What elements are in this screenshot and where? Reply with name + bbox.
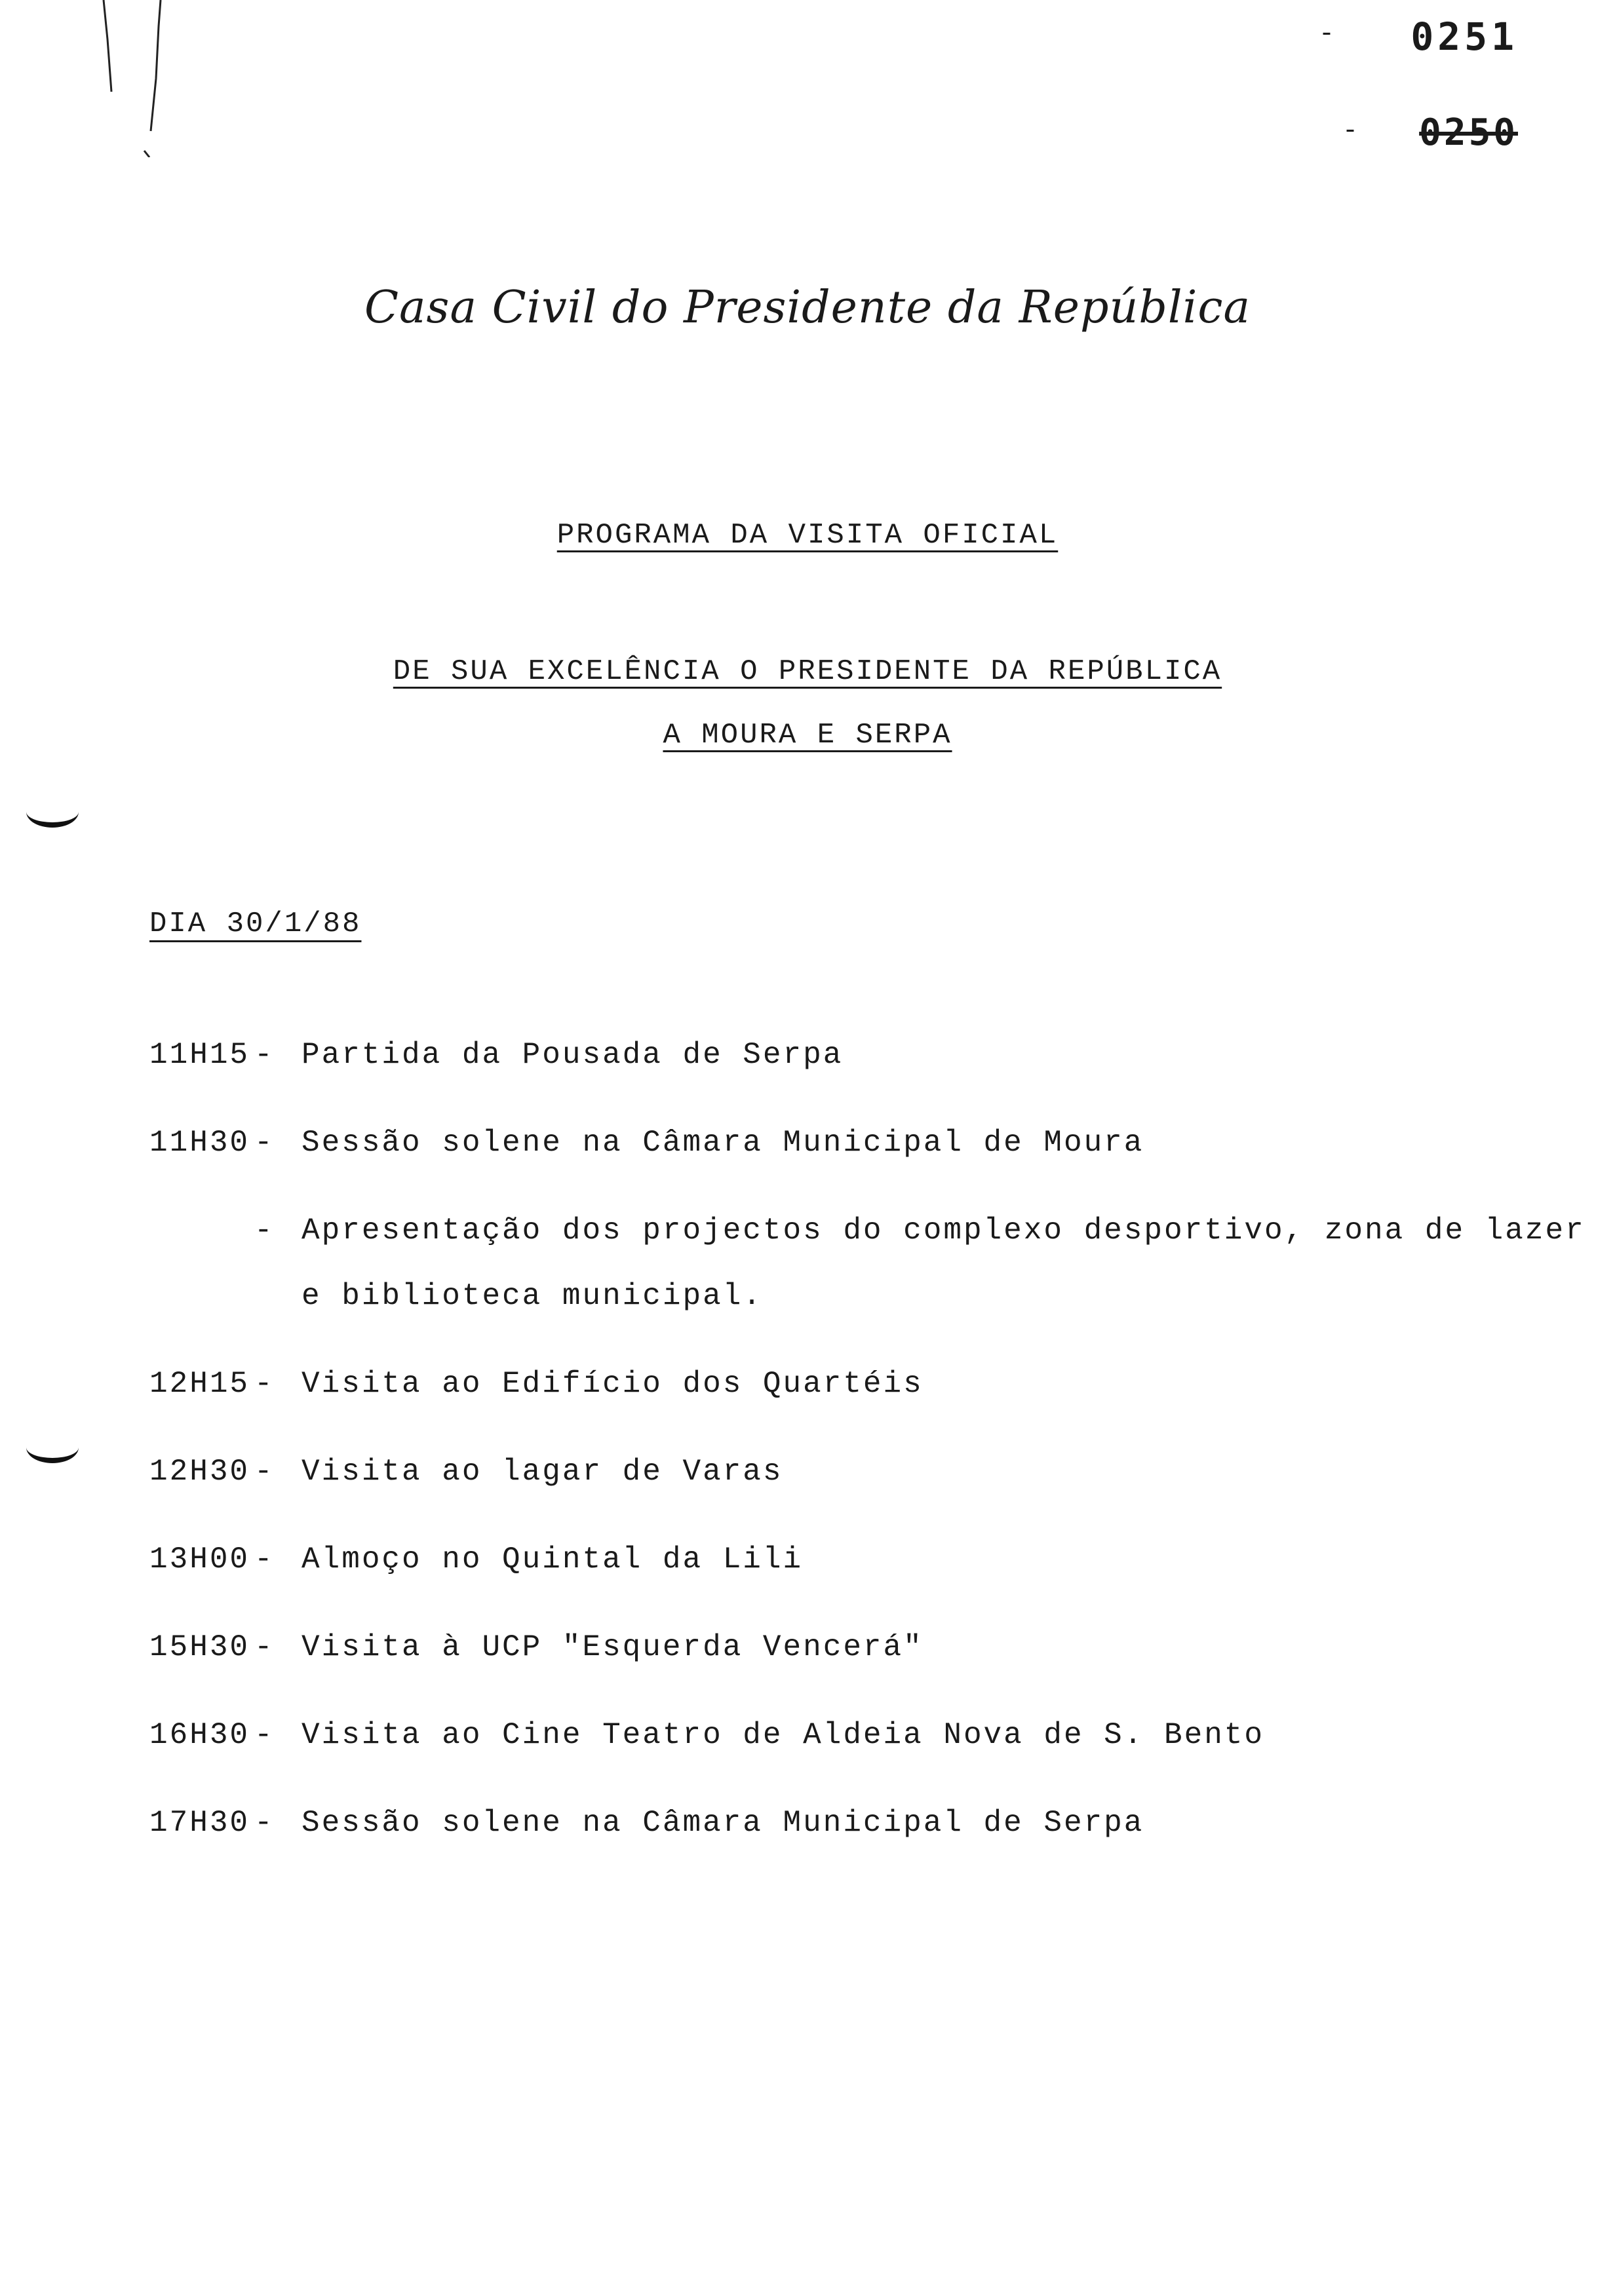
letterhead: Casa Civil do Presidente da República — [364, 282, 1251, 334]
schedule-item — [149, 1542, 1586, 1592]
margin-dash: - — [1342, 117, 1359, 146]
schedule-description: Sessão solene na Câmara Municipal de Moura — [302, 1126, 1144, 1160]
document-title-line-2: DE SUA EXCELÊNCIA O PRESIDENTE DA REPÚBLICA — [393, 655, 1222, 688]
document-title-line-1: PROGRAMA DA VISITA OFICIAL — [556, 519, 1059, 552]
schedule-separator: - — [254, 1038, 275, 1072]
schedule-description: Partida da Pousada de Serpa — [302, 1038, 844, 1072]
schedule-item — [149, 1718, 1586, 1768]
document-title-line-3: A MOURA E SERPA — [663, 719, 952, 752]
schedule-time: 12H15 — [149, 1367, 250, 1401]
schedule-description: Apresentação dos projectos do complexo desportivo, zona de lazer e biblioteca municipal. — [302, 1214, 1586, 1313]
margin-dash: - — [1319, 20, 1335, 49]
schedule-description: Almoço no Quintal da Lili — [302, 1542, 804, 1577]
schedule-description: Visita ao Edifício dos Quartéis — [302, 1367, 924, 1401]
schedule-time: 13H00 — [149, 1542, 250, 1577]
schedule-list — [149, 1038, 1586, 1896]
schedule-time: 11H15 — [149, 1038, 250, 1072]
schedule-separator: - — [254, 1806, 275, 1840]
pen-marks-decoration — [98, 0, 177, 157]
binding-hole-mark — [26, 796, 79, 828]
schedule-item — [149, 1808, 1586, 1856]
schedule-item — [149, 1630, 1586, 1680]
schedule-description: Sessão solene na Câmara Municipal de Serpa — [302, 1806, 1144, 1840]
schedule-description: Visita à UCP "Esquerda Vencerá" — [302, 1630, 924, 1664]
schedule-item — [149, 1457, 1586, 1504]
day-heading: DIA 30/1/88 — [149, 908, 362, 940]
schedule-separator: - — [254, 1367, 275, 1401]
schedule-separator: - — [254, 1214, 275, 1248]
schedule-item — [149, 1369, 1586, 1417]
schedule-item — [149, 1128, 1586, 1176]
schedule-separator: - — [254, 1718, 275, 1752]
schedule-time: 12H30 — [149, 1455, 250, 1489]
binding-hole-mark — [26, 1432, 79, 1463]
schedule-separator: - — [254, 1455, 275, 1489]
schedule-time: 16H30 — [149, 1718, 250, 1752]
struck-page-number: 0250 — [1419, 111, 1518, 154]
schedule-time: 17H30 — [149, 1806, 250, 1840]
schedule-description: Visita ao lagar de Varas — [302, 1455, 783, 1489]
schedule-item — [149, 1216, 1586, 1329]
schedule-time: 11H30 — [149, 1126, 250, 1160]
schedule-description: Visita ao Cine Teatro de Aldeia Nova de S. Bento — [302, 1718, 1265, 1752]
schedule-item — [149, 1038, 1586, 1088]
schedule-separator: - — [254, 1630, 275, 1664]
schedule-time: 15H30 — [149, 1630, 250, 1664]
page-number: 0251 — [1411, 14, 1518, 59]
schedule-separator: - — [254, 1126, 275, 1160]
schedule-separator: - — [254, 1542, 275, 1577]
